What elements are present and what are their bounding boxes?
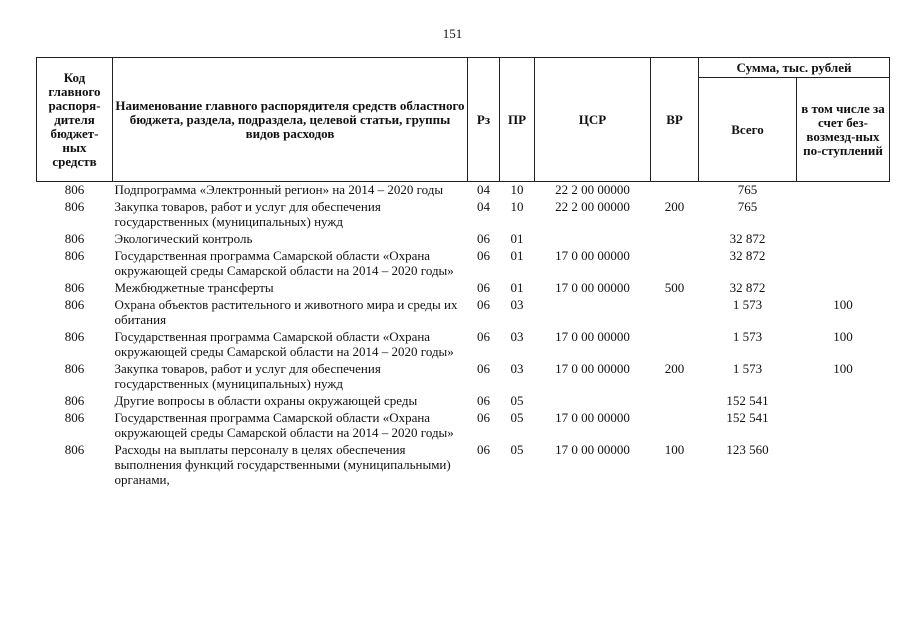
- row-total: 123 560: [726, 442, 769, 457]
- table-row: [37, 199, 890, 231]
- row-name: Закупка товаров, работ и услуг для обеспечения государственных (муниципальных) нужд: [114, 199, 381, 229]
- row-vr: [651, 182, 699, 200]
- header-code: Код главного распоря-дителя бюджет-ных средств: [37, 58, 113, 182]
- row-code: 806: [64, 231, 85, 246]
- row-rz: 06: [477, 280, 490, 295]
- row-free: [797, 199, 890, 231]
- row-vr: [651, 297, 699, 329]
- table-row: [37, 231, 890, 248]
- row-free: [797, 182, 890, 200]
- row-code: 806: [64, 361, 85, 376]
- row-vr: [651, 410, 699, 442]
- row-csr: 17 0 00 00000: [555, 361, 630, 376]
- row-code: 806: [64, 442, 85, 457]
- row-free: [797, 393, 890, 410]
- row-total: 152 541: [726, 410, 769, 425]
- table-row: [37, 182, 890, 200]
- row-total: 32 872: [729, 231, 766, 246]
- row-rz: 06: [477, 329, 490, 344]
- row-vr: 200: [664, 199, 685, 214]
- table-row: [37, 442, 890, 489]
- row-vr: [651, 393, 699, 410]
- row-pr: 01: [510, 248, 524, 263]
- table-header: [37, 58, 890, 182]
- row-free: 100: [833, 329, 853, 344]
- row-total: 152 541: [726, 393, 769, 408]
- row-total: 32 872: [729, 280, 766, 295]
- row-csr: 17 0 00 00000: [555, 442, 630, 457]
- row-total: 765: [737, 199, 758, 214]
- row-rz: 04: [477, 199, 490, 214]
- row-name: Охрана объектов растительного и животного мира и среды их обитания: [114, 297, 458, 327]
- row-code: 806: [64, 329, 85, 344]
- row-csr: 17 0 00 00000: [555, 329, 630, 344]
- row-code: 806: [64, 297, 85, 312]
- header-free: в том числе за счет без-возмезд-ных по-ступлений: [797, 78, 890, 182]
- table-row: [37, 410, 890, 442]
- row-free: [797, 231, 890, 248]
- row-rz: 06: [477, 442, 490, 457]
- table-body: [37, 182, 890, 490]
- row-rz: 06: [477, 393, 490, 408]
- header-pr: ПР: [500, 58, 535, 182]
- row-name: Государственная программа Самарской области «Охрана окружающей среды Самарской области на 2014 – 2020 годы»: [114, 329, 454, 359]
- row-rz: 06: [477, 297, 490, 312]
- row-name: Расходы на выплаты персоналу в целях обеспечения выполнения функций государственными (муниципальными) органами,: [114, 442, 451, 487]
- row-pr: 03: [510, 361, 524, 376]
- table-row: [37, 329, 890, 361]
- table-row: [37, 297, 890, 329]
- header-csr: ЦСР: [535, 58, 651, 182]
- row-pr: 01: [510, 231, 524, 246]
- row-pr: 10: [510, 199, 524, 214]
- page-number: 151: [442, 26, 463, 41]
- row-code: 806: [64, 280, 85, 295]
- row-free: [797, 248, 890, 280]
- row-csr: 17 0 00 00000: [555, 280, 630, 295]
- row-name: Межбюджетные трансферты: [114, 280, 274, 295]
- row-pr: 05: [510, 442, 524, 457]
- row-code: 806: [64, 393, 85, 408]
- row-csr: [535, 393, 651, 410]
- row-vr: 200: [664, 361, 685, 376]
- row-csr: [535, 231, 651, 248]
- header-sum: Сумма, тыс. рублей: [699, 58, 890, 78]
- row-total: 1 573: [732, 329, 763, 344]
- row-name: Государственная программа Самарской области «Охрана окружающей среды Самарской области на 2014 – 2020 годы»: [114, 410, 454, 440]
- row-vr: 500: [664, 280, 685, 295]
- row-pr: 01: [510, 280, 524, 295]
- row-pr: 03: [510, 297, 524, 312]
- row-vr: [651, 248, 699, 280]
- row-name: Другие вопросы в области охраны окружающей среды: [114, 393, 418, 408]
- row-free: [797, 442, 890, 489]
- row-name: Закупка товаров, работ и услуг для обеспечения государственных (муниципальных) нужд: [114, 361, 381, 391]
- header-rz: Рз: [468, 58, 500, 182]
- row-code: 806: [64, 199, 85, 214]
- table-row: [37, 248, 890, 280]
- row-pr: 05: [510, 410, 524, 425]
- row-pr: 10: [510, 182, 524, 197]
- row-vr: [651, 329, 699, 361]
- row-vr: [651, 231, 699, 248]
- row-csr: [535, 297, 651, 329]
- row-free: [797, 410, 890, 442]
- row-pr: 05: [510, 393, 524, 408]
- row-rz: 06: [477, 231, 490, 246]
- row-total: 765: [737, 182, 758, 197]
- row-rz: 04: [477, 182, 490, 197]
- table-row: [37, 361, 890, 393]
- row-csr: 17 0 00 00000: [555, 248, 630, 263]
- row-vr: 100: [664, 442, 685, 457]
- row-total: 1 573: [732, 361, 763, 376]
- row-csr: 22 2 00 00000: [555, 182, 630, 197]
- row-free: 100: [833, 361, 853, 376]
- table-row: [37, 393, 890, 410]
- row-rz: 06: [477, 361, 490, 376]
- row-name: Подпрограмма «Электронный регион» на 2014 – 2020 годы: [114, 182, 444, 197]
- row-total: 1 573: [732, 297, 763, 312]
- row-csr: 22 2 00 00000: [555, 199, 630, 214]
- row-rz: 06: [477, 248, 490, 263]
- row-csr: 17 0 00 00000: [555, 410, 630, 425]
- row-pr: 03: [510, 329, 524, 344]
- budget-table: [36, 57, 890, 489]
- row-name: Государственная программа Самарской области «Охрана окружающей среды Самарской области на 2014 – 2020 годы»: [114, 248, 454, 278]
- row-free: [797, 280, 890, 297]
- row-free: 100: [833, 297, 853, 312]
- header-name: Наименование главного распорядителя средств областного бюджета, раздела, подраздела, целевой статьи, группы видов расходов: [113, 58, 468, 182]
- table-row: [37, 280, 890, 297]
- row-total: 32 872: [729, 248, 766, 263]
- row-rz: 06: [477, 410, 490, 425]
- row-name: Экологический контроль: [114, 231, 253, 246]
- row-code: 806: [64, 410, 85, 425]
- row-code: 806: [64, 182, 85, 197]
- header-vr: ВР: [651, 58, 699, 182]
- header-total: Всего: [699, 78, 797, 182]
- row-code: 806: [64, 248, 85, 263]
